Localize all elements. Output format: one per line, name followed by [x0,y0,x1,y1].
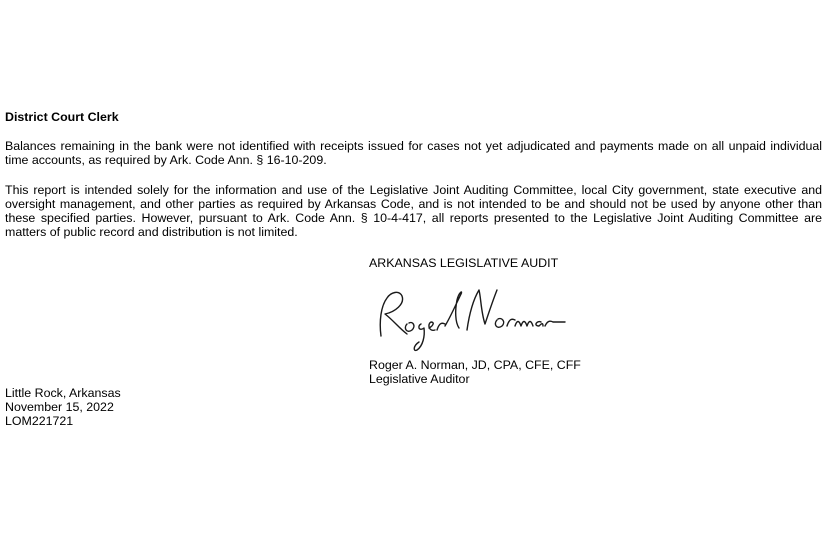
auditor-organization: ARKANSAS LEGISLATIVE AUDIT [369,256,559,270]
report-number: LOM221721 [5,414,74,428]
auditor-name: Roger A. Norman, JD, CPA, CFE, CFF [369,358,581,372]
report-date: November 15, 2022 [5,400,114,414]
signature-block [369,256,669,386]
auditor-title: Legislative Auditor [369,372,470,386]
report-footer [5,386,121,428]
finding-paragraph: Balances remaining in the bank were not identified with receipts issued for cases not yet adjudicated and payments made on all unpaid individual time accounts, as required by Ark. Code Ann. § 16-10-209. [5,139,822,167]
report-location: Little Rock, Arkansas [5,386,121,400]
handwritten-signature [369,276,569,356]
section-heading: District Court Clerk [5,110,119,124]
report-use-paragraph: This report is intended solely for the information and use of the Legislative Joint Auditing Committee, local City government, state executive and oversight management, and other parties as required by Arkansas Code, and is not intended to be and should not be used by anyone other than these specified parties. However, pursuant to Ark. Code Ann. § 10-4-417, all reports presented to the Legislative Joint Auditing Committee are matters of public record and distribution is not limited. [5,183,822,239]
